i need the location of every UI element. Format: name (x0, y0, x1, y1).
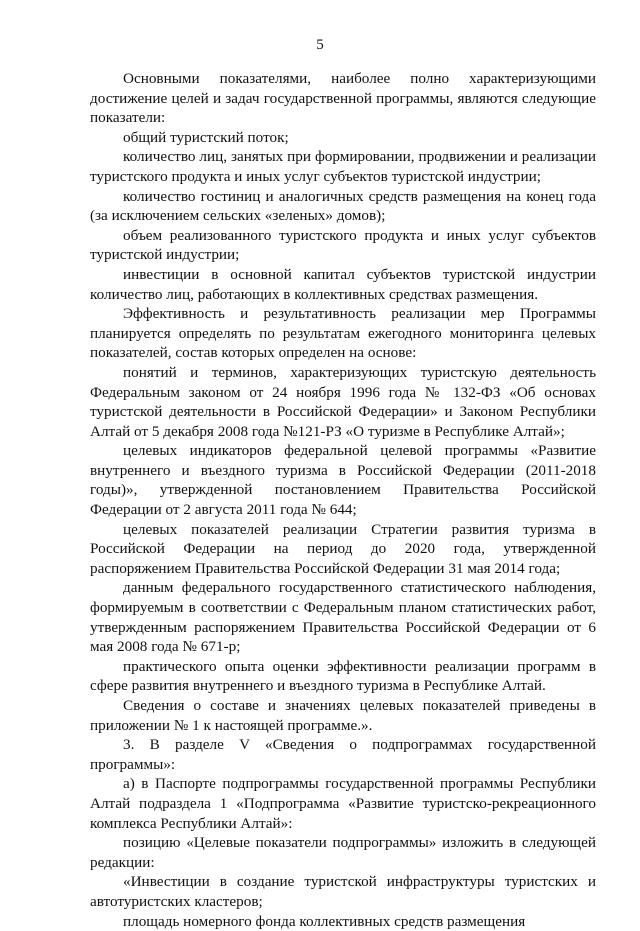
paragraph-infrastructure-investments: «Инвестиции в создание туристской инфраструктуры туристских и автотуристских кластеров; (90, 873, 596, 910)
paragraph-main-indicators: Основными показателями, наиболее полно характеризующими достижение целей и задач государственной программы, являются следующие показатели: (90, 70, 596, 127)
paragraph-efficiency: Эффективность и результативность реализации мер Программы планируется определять по результатам ежегодного мониторинга целевых показателей, состав которых определен на основе: (90, 305, 596, 362)
paragraph-product-volume: объем реализованного туристского продукта и иных услуг субъектов туристской индустрии; (90, 226, 596, 264)
paragraph-appendix-reference: Сведения о составе и значениях целевых показателей приведены в приложении № 1 к настоящей программе.». (90, 697, 596, 734)
paragraph-room-fund-area: площадь номерного фонда коллективных средств размещения (123, 912, 526, 930)
page-number: 5 (316, 37, 324, 53)
paragraph-target-indicators: целевых индикаторов федеральной целевой программы «Развитие внутреннего и въездного туризма в Российской Федерации (2011-2018 годы)», утвержденной постановлением Правительства Российской Федерации от 2 августа 2011 года № 644; (90, 442, 596, 519)
paragraph-passport-subprogram: а) в Паспорте подпрограммы государственной программы Республики Алтай подраздела 1 «Подпрограмма «Развитие туристско-рекреационного комплекса Республики Алтай»: (90, 775, 596, 832)
paragraph-practical-experience: практического опыта оценки эффективности реализации программ в сфере развития внутреннего и въездного туризма в Республике Алтай. (90, 657, 596, 695)
paragraph-position-indicators: позицию «Целевые показатели подпрограммы» изложить в следующей редакции: (90, 834, 596, 871)
paragraph-statistical-data: данным федерального государственного статистического наблюдения, формируемым в соответствии с Федеральным планом статистических работ, утвержденным распоряжением Правительства Российской Федерации от 6 мая 2008 года № 671-р; (90, 579, 596, 656)
paragraph-investments: инвестиции в основной капитал субъектов туристской индустрии количество лиц, работающих в коллективных средствах размещения. (90, 265, 596, 303)
paragraph-tourist-flow: общий туристский поток; (123, 128, 289, 146)
document-body (90, 69, 596, 931)
paragraph-persons-employed: количество лиц, занятых при формировании, продвижении и реализации туристского продукта и иных услуг субъектов туристской индустрии; (90, 148, 596, 185)
paragraph-concepts-terms: понятий и терминов, характеризующих туристскую деятельность Федеральным законом от 24 ноября 1996 года № 132-ФЗ «Об основах туристской деятельности в Российской Федерации» и Законом Республики Алтай от 5 декабря 2008 года №121-РЗ «О туризме в Республике Алтай»; (90, 363, 596, 440)
paragraph-section-v: 3. В разделе V «Сведения о подпрограммах государственной программы»: (90, 736, 596, 773)
paragraph-hotels-count: количество гостиниц и аналогичных средств размещения на конец года (за исключением сельских «зеленых» домов); (90, 187, 596, 225)
paragraph-strategy-indicators: целевых показателей реализации Стратегии развития туризма в Российской Федерации на период до 2020 года, утвержденной распоряжением Правительства Российской Федерации 31 мая 2014 года; (90, 520, 596, 577)
